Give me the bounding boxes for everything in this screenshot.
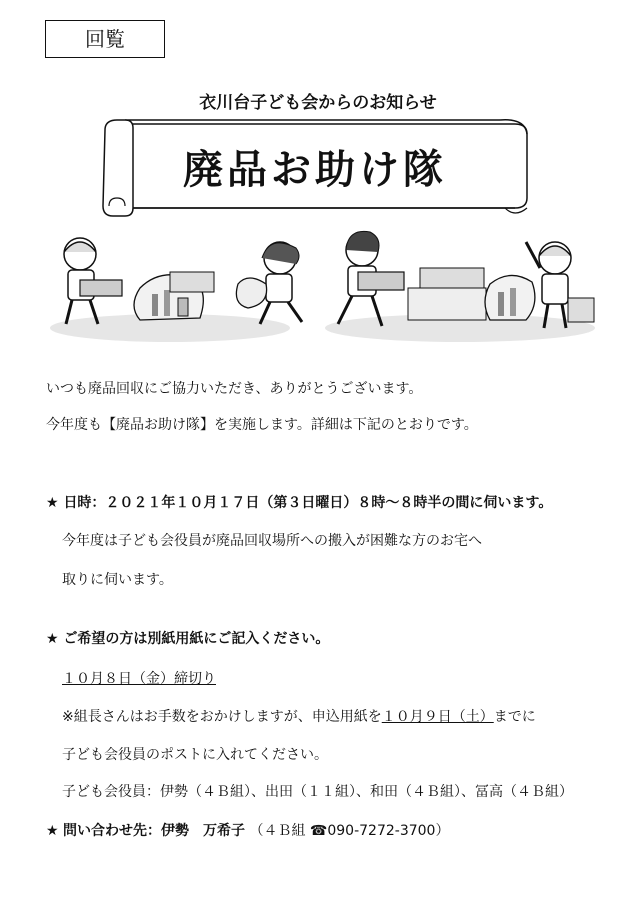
star-icon: ★ <box>46 495 59 511</box>
note-date: １０月９日（土） <box>381 709 494 725</box>
circulation-stamp <box>45 20 165 58</box>
child-right-icon <box>526 242 594 328</box>
contact-line <box>46 820 449 840</box>
contact-phone: ☎090-7272-3700） <box>309 823 450 839</box>
deadline: １０月８日（金）締切り <box>62 671 216 687</box>
circulation-label: 回覧 <box>85 27 125 51</box>
intro-line-1: いつも廃品回収にご協力いただき、ありがとうございます。 <box>46 381 423 397</box>
star-icon: ★ <box>46 823 59 839</box>
intro-line-2: 今年度も【廃品お助け隊】を実施します。詳細は下記のとおりです。 <box>46 417 478 433</box>
schedule-detail-2: 取りに伺います。 <box>62 572 173 588</box>
contact-class: （４Ｂ組 <box>249 823 306 839</box>
note-prefix: ※組長さんはお手数をおかけしますが、申込用紙を <box>62 709 382 725</box>
officers-list: 子ども会役員：伊勢（４Ｂ組）、出田（１１組）、和田（４Ｂ組）、冨高（４Ｂ組） <box>62 784 573 800</box>
schedule-detail-1: 今年度は子ども会役員が廃品回収場所への搬入が困難な方のお宅へ <box>62 533 482 549</box>
schedule-label: 日時：２０２１年１０月１７日（第３日曜日）８時～８時半の間に伺います。 <box>63 495 553 511</box>
child-center-right-icon <box>338 231 404 326</box>
child-center-left-icon <box>236 242 302 324</box>
note-suffix: までに <box>493 709 536 725</box>
star-icon: ★ <box>46 631 59 647</box>
children-recycling-illustration <box>40 228 600 358</box>
application-heading <box>46 628 329 648</box>
newspaper-bundles-icon <box>408 268 535 320</box>
org-subtitle: 衣川台子ども会からのお知らせ <box>199 93 437 113</box>
child-left-icon <box>64 238 122 324</box>
leader-note <box>62 706 536 726</box>
contact-label: 問い合わせ先：伊勢 万希子 <box>63 823 246 839</box>
banner-title: 廃品お助け隊 <box>183 147 447 193</box>
application-heading-text: ご希望の方は別紙用紙にご記入ください。 <box>63 631 330 647</box>
recycling-bags-icon <box>134 272 214 320</box>
leader-note-line-2: 子ども会役員のポストに入れてください。 <box>62 747 328 763</box>
schedule-heading <box>46 492 552 512</box>
